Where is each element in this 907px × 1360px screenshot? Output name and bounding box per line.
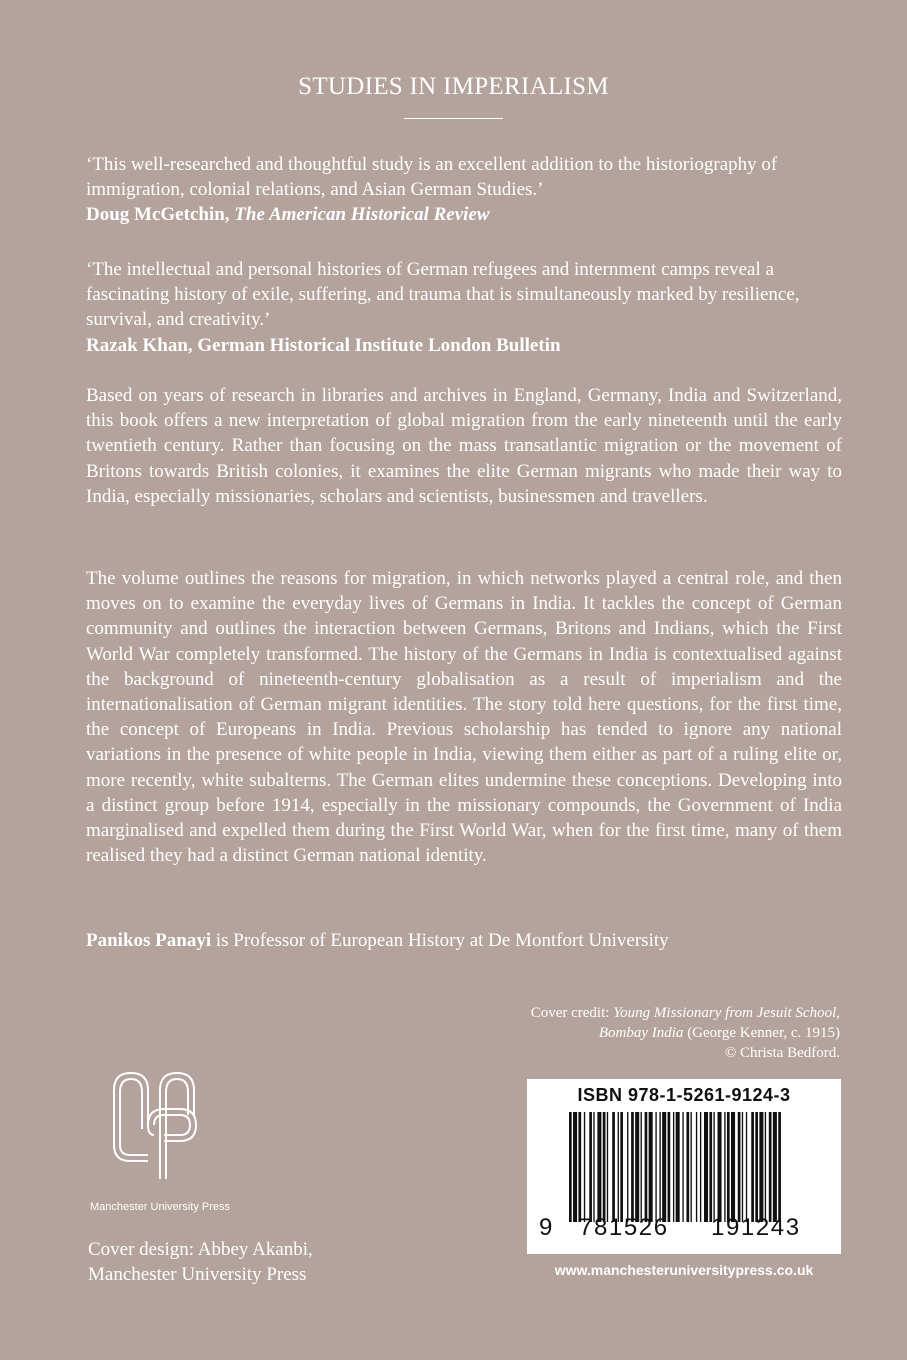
quote-2-author: Razak Khan, German Historical Institute London Bulletin	[86, 334, 561, 356]
mup-monogram-icon	[104, 1065, 204, 1185]
review-quote-2	[86, 257, 842, 358]
publisher-website: www.manchesteruniversitypress.co.uk	[554, 1262, 814, 1278]
series-title: STUDIES IN IMPERIALISM	[298, 73, 609, 100]
cover-design-credit	[88, 1237, 313, 1287]
quote-1-source: The American Historical Review	[234, 204, 490, 226]
design-line-2: Manchester University Press	[88, 1264, 307, 1285]
barcode-panel	[527, 1079, 841, 1254]
barcode-digit-first: 9	[539, 1214, 554, 1241]
series-rule	[404, 118, 503, 119]
blurb-paragraph-2: The volume outlines the reasons for migration, in which networks played a central role, and then moves on to examine the everyday lives of Germans in India. It tackles the concept of German community and outlines the interaction between Germans, Britons and Indians, which the First World War completely transformed. The history of the Germans in India is contextualised against the background of nineteenth-century globalisation as a result of imperialism and the internationalisation of German migrant identities. The story told here questions, for the first time, the concept of Europeans in India. Previous scholarship has tended to ignore any national variations in the presence of white people in India, viewing them either as part of a ruling elite or, more recently, white subalterns. The German elites undermine these conceptions. Developing into a distinct group before 1914, especially in the missionary compounds, the Government of India marginalised and expelled them during the First World War, when for the first time, many of them realised they had a distinct German national identity.	[86, 568, 842, 867]
barcode-digits-right: 191243	[711, 1214, 801, 1241]
blurb-paragraph-1: Based on years of research in libraries and archives in England, Germany, India and Switzerland, this book offers a new interpretation of global migration from the early nineteenth until the early twentieth century. Rather than focusing on the mass transatlantic migration or the movement of Britons towards British colonies, it examines the elite German migrants who made their way to India, especially missionaries, scholars and scientists, businessmen and travellers.	[86, 385, 842, 507]
barcode-digits-left: 781526	[579, 1214, 669, 1241]
cover-credit	[470, 1003, 840, 1063]
author-name: Panikos Panayi	[86, 930, 212, 951]
isbn-label: ISBN 978-1-5261-9124-3	[577, 1085, 791, 1105]
credit-copyright: © Christa Bedford.	[724, 1045, 840, 1061]
credit-detail: (George Kenner, c. 1915)	[683, 1025, 840, 1041]
author-bio	[86, 928, 842, 953]
design-line-1: Cover design: Abbey Akanbi,	[88, 1239, 313, 1260]
quote-2-text: ‘The intellectual and personal histories of German refugees and internment camps reveal a fascinating history of exile, suffering, and trauma that is simultaneously marked by resilience, survival, and creativity.’	[86, 259, 800, 331]
quote-1-text: ‘This well-researched and thoughtful study is an excellent addition to the historiography of immigration, colonial relations, and Asian German Studies.’	[86, 154, 778, 201]
quote-1-author: Doug McGetchin,	[86, 204, 230, 226]
barcode-bars	[569, 1112, 821, 1222]
review-quote-1	[86, 152, 842, 228]
publisher-name: Manchester University Press	[90, 1201, 230, 1213]
author-bio-text: is Professor of European History at De Montfort University	[211, 930, 669, 951]
credit-title-line1: Young Missionary from Jesuit School,	[613, 1005, 840, 1021]
credit-title-line2: Bombay India	[598, 1025, 684, 1041]
credit-label: Cover credit:	[530, 1005, 614, 1021]
